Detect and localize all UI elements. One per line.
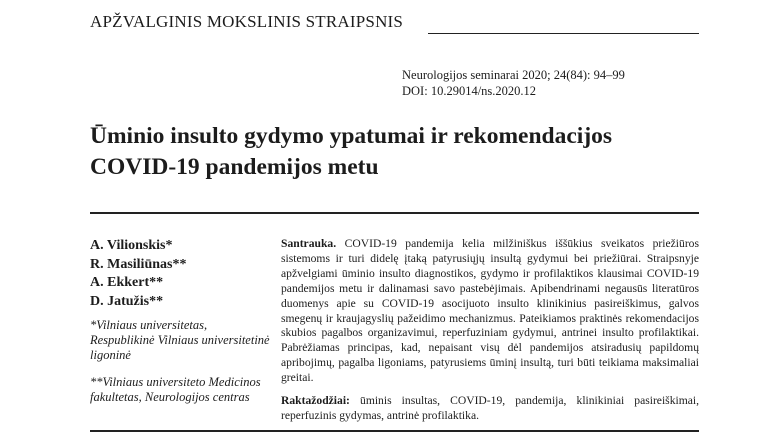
- journal-citation: Neurologijos seminarai 2020; 24(84): 94–99: [402, 68, 625, 82]
- title-line-1: Ūminio insulto gydymo ypatumai ir rekomendacijos: [90, 123, 613, 149]
- author: D. Jatužis**: [90, 294, 164, 310]
- citation-block: [402, 67, 625, 99]
- affiliation: **Vilniaus universiteto Medicinos fakultetas, Neurologijos centras: [90, 374, 261, 404]
- affiliation: *Vilniaus universitetas, Respublikinė Vilniaus universitetinė ligoninė: [90, 317, 270, 362]
- doi: DOI: 10.29014/ns.2020.12: [402, 84, 537, 98]
- abstract-block: [281, 237, 699, 424]
- abstract-text: COVID-19 pandemija kelia milžiniškus iššūkius sveikatos priežiūros sistemoms ir turi didelę įtaką patyrusiųjų insultą gydymui bei priežiūrai. Straipsnyje apžvelgiami ūminio insulto diagnostikos, gydymo ir profilaktikos klausimai COVID-19 pandemijos metu ir dalinamasi savo pastebėjimais. Apibendrinami negausūs literatūros duomenys apie su COVID-19 asocijuoto insulto klinikinius pasireiškimus, galvos smegenų ir kraujagyslių pažeidimo mechanizmus. Pateikiamos praktinės rekomendacijos skubios pagalbos organizavimui, reperfuziniam gydymui, antrinei insulto profilaktikai. Pabrėžiamas principas, kad, nepaisant visų dėl pandemijos atsiradusių papildomų apribojimų, pagalba ligoniams, patyrusiems ūminį insultą, turi būti teikiama maksimaliai greitai.: [281, 237, 699, 385]
- header-rule: [428, 33, 699, 34]
- abstract-paragraph: [281, 237, 699, 386]
- footer-rule: [90, 430, 699, 432]
- article-title: [90, 121, 710, 183]
- title-line-2: COVID-19 pandemijos metu: [90, 154, 379, 180]
- author: A. Vilionskis*: [90, 238, 173, 253]
- divider-rule: [90, 212, 699, 214]
- author-column: [90, 237, 270, 405]
- keywords-label: Raktažodžiai:: [281, 394, 350, 408]
- abstract-label: Santrauka.: [281, 237, 337, 250]
- keywords-paragraph: [281, 394, 699, 424]
- author: R. Masiliūnas**: [90, 256, 187, 272]
- keywords-text: ūminis insultas, COVID-19, pandemija, klinikiniai pasireiškimai, reperfuzinis gydymas, antrinė profilaktika.: [281, 394, 699, 422]
- section-label: APŽVALGINIS MOKSLINIS STRAIPSNIS: [90, 12, 404, 31]
- author: A. Ekkert**: [90, 275, 164, 291]
